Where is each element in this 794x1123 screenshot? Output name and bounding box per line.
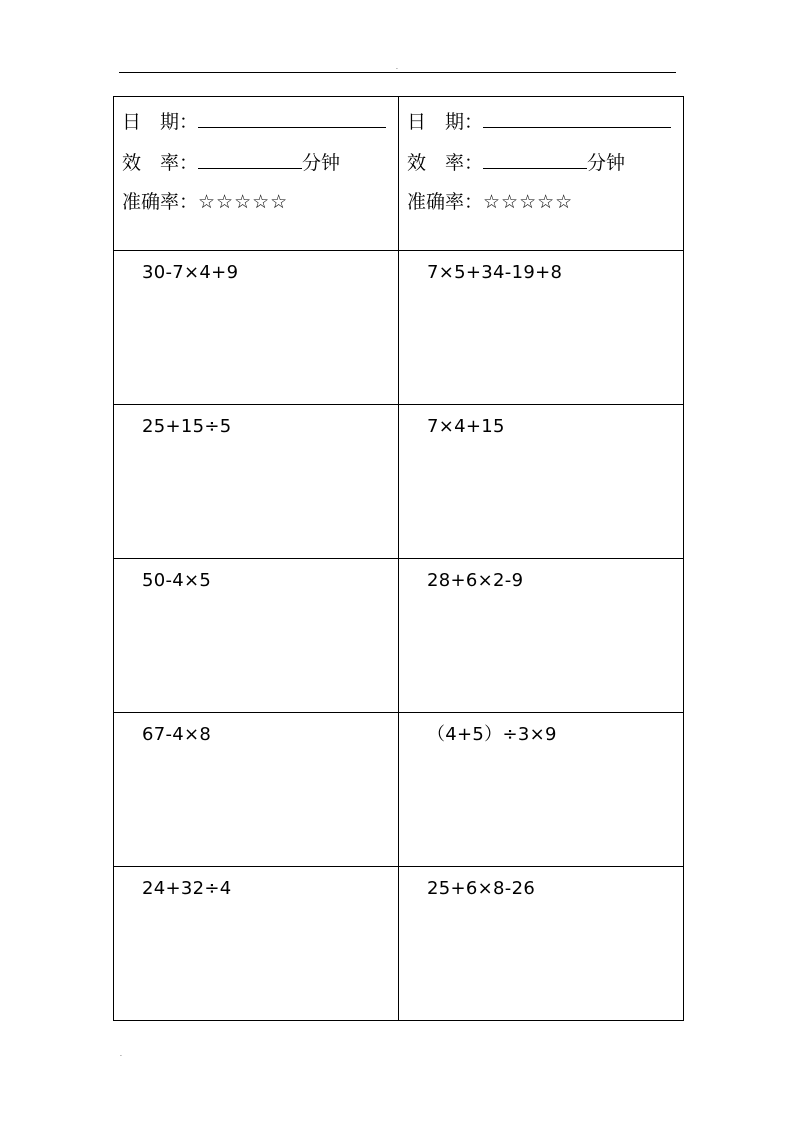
efficiency-line <box>122 148 398 189</box>
date-label: 日 期： <box>407 111 484 133</box>
problem-cell[interactable] <box>114 713 399 867</box>
problem-row <box>114 251 684 405</box>
efficiency-blank[interactable] <box>198 148 302 169</box>
problem-expression: 50-4×5 <box>142 570 212 591</box>
problem-expression: 25+6×8-26 <box>427 878 536 899</box>
efficiency-blank[interactable] <box>483 148 587 169</box>
problem-cell[interactable] <box>114 405 399 559</box>
problem-cell[interactable] <box>114 867 399 1021</box>
problem-cell[interactable] <box>114 559 399 713</box>
accuracy-stars[interactable]: ☆☆☆☆☆ <box>198 191 289 213</box>
problem-expression: 24+32÷4 <box>142 878 232 899</box>
problem-cell[interactable] <box>399 251 684 405</box>
problem-expression: （4+5）÷3×9 <box>427 724 557 745</box>
header-row <box>114 97 684 251</box>
problem-expression: 7×4+15 <box>427 416 505 437</box>
date-line <box>407 107 683 148</box>
problem-expression: 7×5+34-19+8 <box>427 262 563 283</box>
efficiency-label: 效 率： <box>407 152 484 174</box>
problem-cell[interactable] <box>114 251 399 405</box>
problem-cell[interactable] <box>399 405 684 559</box>
problem-row <box>114 405 684 559</box>
bottom-dot-mark: . <box>120 1051 122 1058</box>
problem-expression: 28+6×2-9 <box>427 570 524 591</box>
date-label: 日 期： <box>122 111 199 133</box>
header-cell-right <box>399 97 684 251</box>
efficiency-unit: 分钟 <box>302 152 341 174</box>
efficiency-label: 效 率： <box>122 152 199 174</box>
accuracy-label: 准确率： <box>122 191 199 213</box>
date-blank[interactable] <box>483 107 671 128</box>
top-dot-mark: . <box>396 64 398 71</box>
problem-row <box>114 867 684 1021</box>
date-blank[interactable] <box>198 107 386 128</box>
problem-expression: 25+15÷5 <box>142 416 232 437</box>
accuracy-label: 准确率： <box>407 191 484 213</box>
efficiency-unit: 分钟 <box>587 152 626 174</box>
date-line <box>122 107 398 148</box>
accuracy-line <box>122 189 398 230</box>
accuracy-line <box>407 189 683 230</box>
problem-expression: 67-4×8 <box>142 724 212 745</box>
header-cell-left <box>114 97 399 251</box>
problem-cell[interactable] <box>399 559 684 713</box>
problem-expression: 30-7×4+9 <box>142 262 239 283</box>
worksheet-table <box>113 96 684 1021</box>
problem-cell[interactable] <box>399 867 684 1021</box>
header-rule <box>119 72 676 73</box>
efficiency-line <box>407 148 683 189</box>
problem-cell[interactable] <box>399 713 684 867</box>
accuracy-stars[interactable]: ☆☆☆☆☆ <box>483 191 574 213</box>
problem-row <box>114 713 684 867</box>
problem-row <box>114 559 684 713</box>
